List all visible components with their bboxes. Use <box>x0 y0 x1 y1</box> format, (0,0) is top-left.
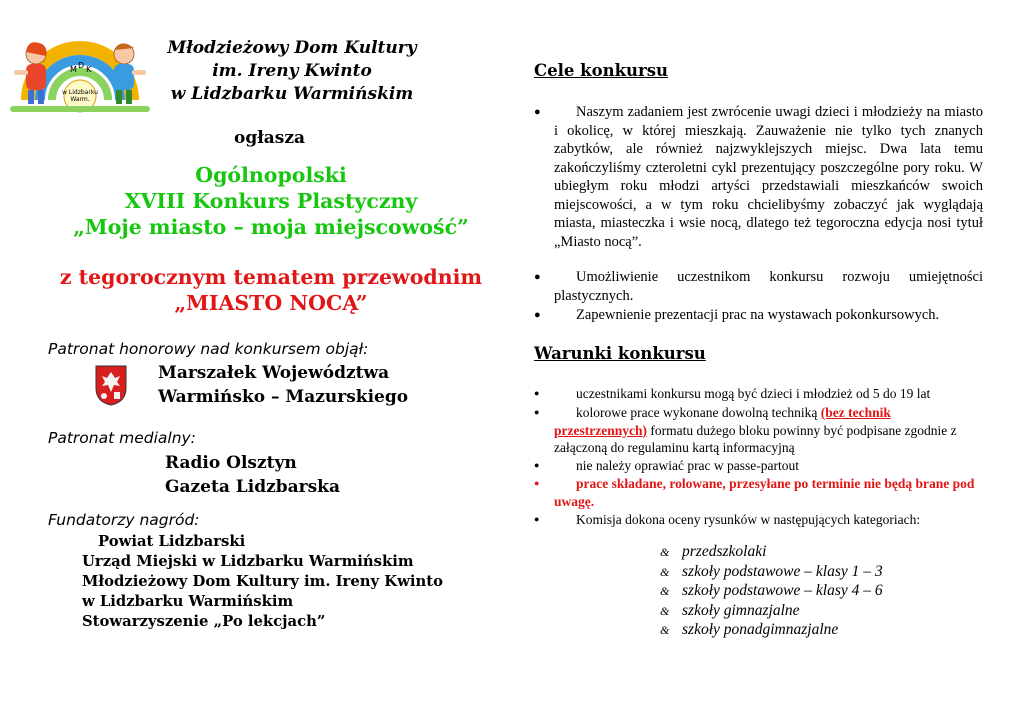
theme-heading <box>36 264 506 316</box>
goals-title: Cele konkursu <box>534 61 668 80</box>
ampersand-bullet-icon: & <box>660 623 670 637</box>
svg-text:Warm.: Warm. <box>70 96 90 103</box>
funder-item: Stowarzyszenie „Po lekcjach” <box>82 613 326 630</box>
organization-name <box>142 37 442 106</box>
logo-letter-k: K <box>86 65 92 74</box>
ampersand-bullet-icon: & <box>660 564 670 579</box>
conditions-title: Warunki konkursu <box>534 344 706 363</box>
logo-child-left-body <box>26 64 46 90</box>
category-item: & szkoły gimnazjalne <box>660 601 800 619</box>
bullet-icon: ● <box>534 460 540 470</box>
ampersand-bullet-icon: & <box>660 545 670 559</box>
media-line-1: Radio Olsztyn <box>165 453 297 473</box>
logo-letter-d: D <box>78 61 85 70</box>
theme-line-1: z tegorocznym tematem przewodnim <box>59 265 483 289</box>
media-line-2: Gazeta Lidzbarska <box>165 477 340 497</box>
bullet-icon: ● <box>534 514 540 524</box>
logo-letter-m: M <box>70 65 77 74</box>
contest-line-3: „Moje miasto – moja miejscowość” <box>73 215 469 239</box>
org-line-2: im. Ireny Kwinto <box>212 61 372 81</box>
funders-list <box>82 532 443 632</box>
bullet-icon: ● <box>534 407 540 417</box>
funders-label: Fundatorzy nagród: <box>48 511 200 529</box>
honorary-line-2: Warmińsko – Mazurskiego <box>158 387 409 407</box>
categories-list <box>660 543 883 641</box>
bullet-icon: ● <box>534 309 541 321</box>
honorary-line-1: Marszałek Województwa <box>158 363 390 383</box>
media-patronage-label: Patronat medialny: <box>48 429 196 447</box>
bullet-icon: ● <box>534 106 541 118</box>
category-item: & szkoły ponadgimnazjalne <box>660 621 839 638</box>
contest-line-2: XVIII Konkurs Plastyczny <box>124 189 418 213</box>
logo-ground <box>10 106 150 112</box>
funder-item: w Lidzbarku Warmińskim <box>82 593 294 610</box>
funder-item: Młodzieżowy Dom Kultury im. Ireny Kwinto <box>82 573 443 590</box>
theme-line-2: „MIASTO NOCĄ” <box>174 291 368 315</box>
org-line-3: w Lidzbarku Warmińskim <box>170 84 414 104</box>
category-item: & przedszkolaki <box>660 543 767 560</box>
no-spatial-techniques-note: (bez technik przestrzennych) <box>554 405 891 438</box>
funder-item: Powiat Lidzbarski <box>98 533 246 550</box>
funder-item: Urząd Miejski w Lidzbarku Warmińskim <box>82 553 414 570</box>
honorary-patron <box>158 361 408 409</box>
bullet-icon: ● <box>534 271 541 283</box>
bullet-icon: ● <box>534 388 540 398</box>
media-patrons <box>165 451 340 499</box>
contest-heading <box>36 162 506 240</box>
ampersand-bullet-icon: & <box>660 584 670 598</box>
mdk-logo <box>6 30 154 122</box>
org-line-1: Młodzieżowy Dom Kultury <box>167 38 417 58</box>
logo-child-right-body <box>114 64 134 90</box>
category-item: & szkoły podstawowe – klasy 4 – 6 <box>660 582 883 599</box>
ampersand-bullet-icon: & <box>660 603 670 618</box>
honorary-patronage-label: Patronat honorowy nad konkursem objął: <box>48 340 369 358</box>
contest-line-1: Ogólnopolski <box>195 163 347 187</box>
bullet-icon: ● <box>534 478 540 488</box>
announces-text: ogłasza <box>234 128 306 148</box>
category-item: & szkoły podstawowe – klasy 1 – 3 <box>660 562 883 580</box>
coat-of-arms-icon <box>94 364 128 406</box>
logo-small-text: w Lidzbarku <box>62 89 98 96</box>
